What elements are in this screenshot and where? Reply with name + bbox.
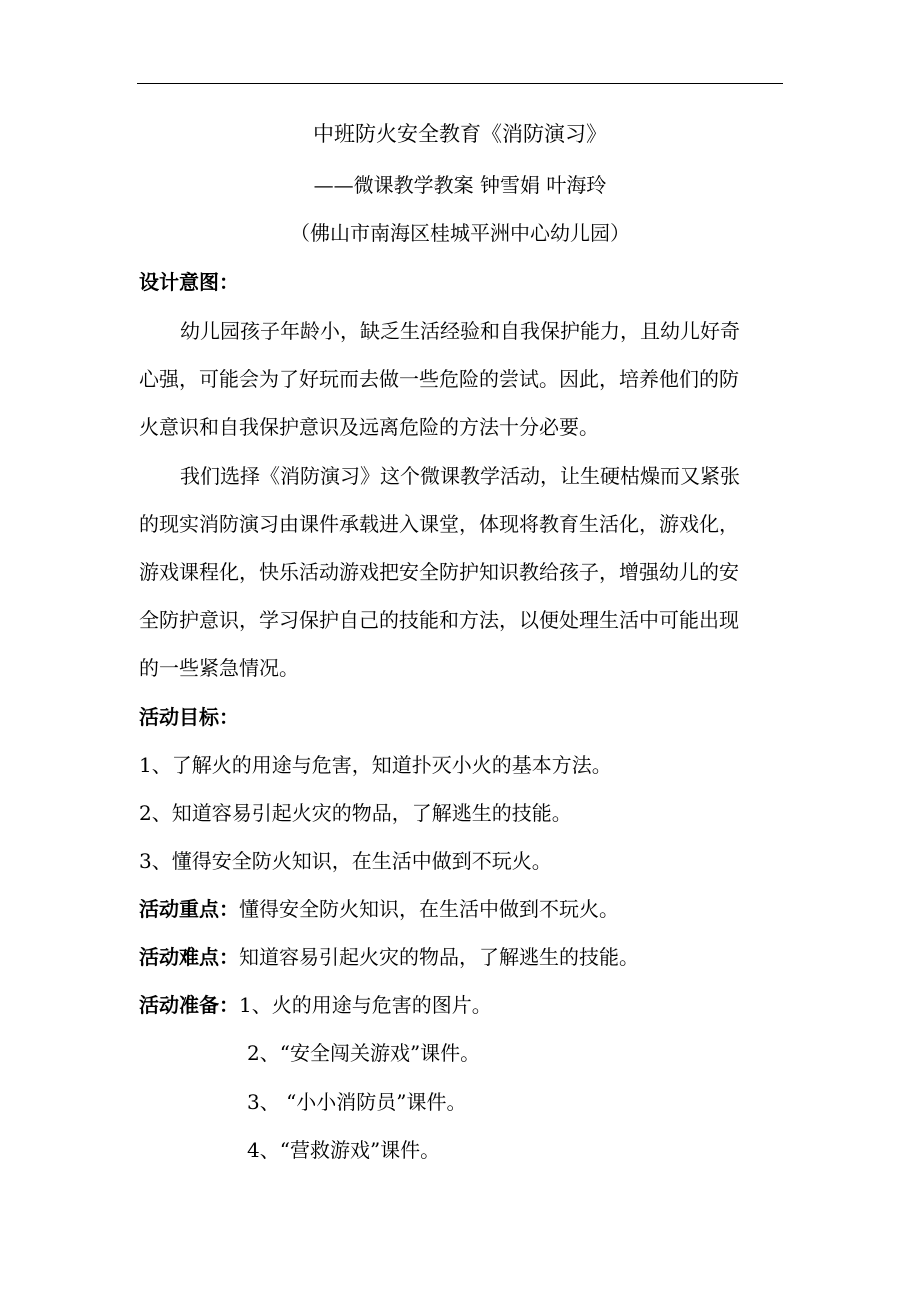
preparation-row: [139, 991, 492, 1019]
design-intent-p1-line: 火意识和自我保护意识及远离危险的方法十分必要。: [139, 415, 599, 439]
goal-item: 2、知道容易引起火灾的物品，了解逃生的技能。: [139, 801, 572, 825]
preparation-item: 3、 “小小消防员”课件。: [247, 1090, 467, 1114]
design-intent-p1-line: 心强，可能会为了好玩而去做一些危险的尝试。因此，培养他们的防: [139, 367, 739, 391]
design-intent-p2-line: 的一些紧急情况。: [139, 656, 299, 680]
preparation-label: 活动准备：: [139, 993, 239, 1017]
header-rule: [137, 83, 783, 84]
preparation-item: 4、“营救游戏”课件。: [247, 1138, 441, 1162]
difficulty-label: 活动难点：: [139, 945, 239, 969]
doc-subtitle: ——微课教学教案 钟雪娟 叶海玲: [313, 173, 607, 197]
design-intent-p2-line: 的现实消防演习由课件承载进入课堂，体现将教育生活化，游戏化，: [139, 512, 739, 536]
design-intent-p2-line: 游戏课程化，快乐活动游戏把安全防护知识教给孩子，增强幼儿的安: [139, 560, 739, 584]
preparation-item: 2、“安全闯关游戏”课件。: [247, 1041, 481, 1065]
key-point-text: 懂得安全防火知识，在生活中做到不玩火。: [239, 897, 619, 921]
goal-item: 3、懂得安全防火知识，在生活中做到不玩火。: [139, 849, 552, 873]
design-intent-p1-line: 幼儿园孩子年龄小，缺乏生活经验和自我保护能力，且幼儿好奇: [180, 319, 740, 343]
goal-item: 1、了解火的用途与危害，知道扑灭小火的基本方法。: [139, 753, 612, 777]
difficulty-text: 知道容易引起火灾的物品，了解逃生的技能。: [239, 945, 639, 969]
doc-organization: （佛山市南海区桂城平洲中心幼儿园）: [290, 221, 630, 245]
goals-heading: 活动目标：: [139, 705, 239, 729]
difficulty-row: [139, 943, 639, 971]
design-intent-heading: 设计意图：: [139, 270, 239, 294]
key-point-label: 活动重点：: [139, 897, 239, 921]
design-intent-p2-line: 我们选择《消防演习》这个微课教学活动，让生硬枯燥而又紧张: [180, 464, 740, 488]
key-point-row: [139, 895, 619, 923]
design-intent-p2-line: 全防护意识，学习保护自己的技能和方法，以便处理生活中可能出现: [139, 608, 739, 632]
doc-title: 中班防火安全教育《消防演习》: [313, 122, 607, 146]
preparation-item: 1、火的用途与危害的图片。: [239, 993, 492, 1017]
